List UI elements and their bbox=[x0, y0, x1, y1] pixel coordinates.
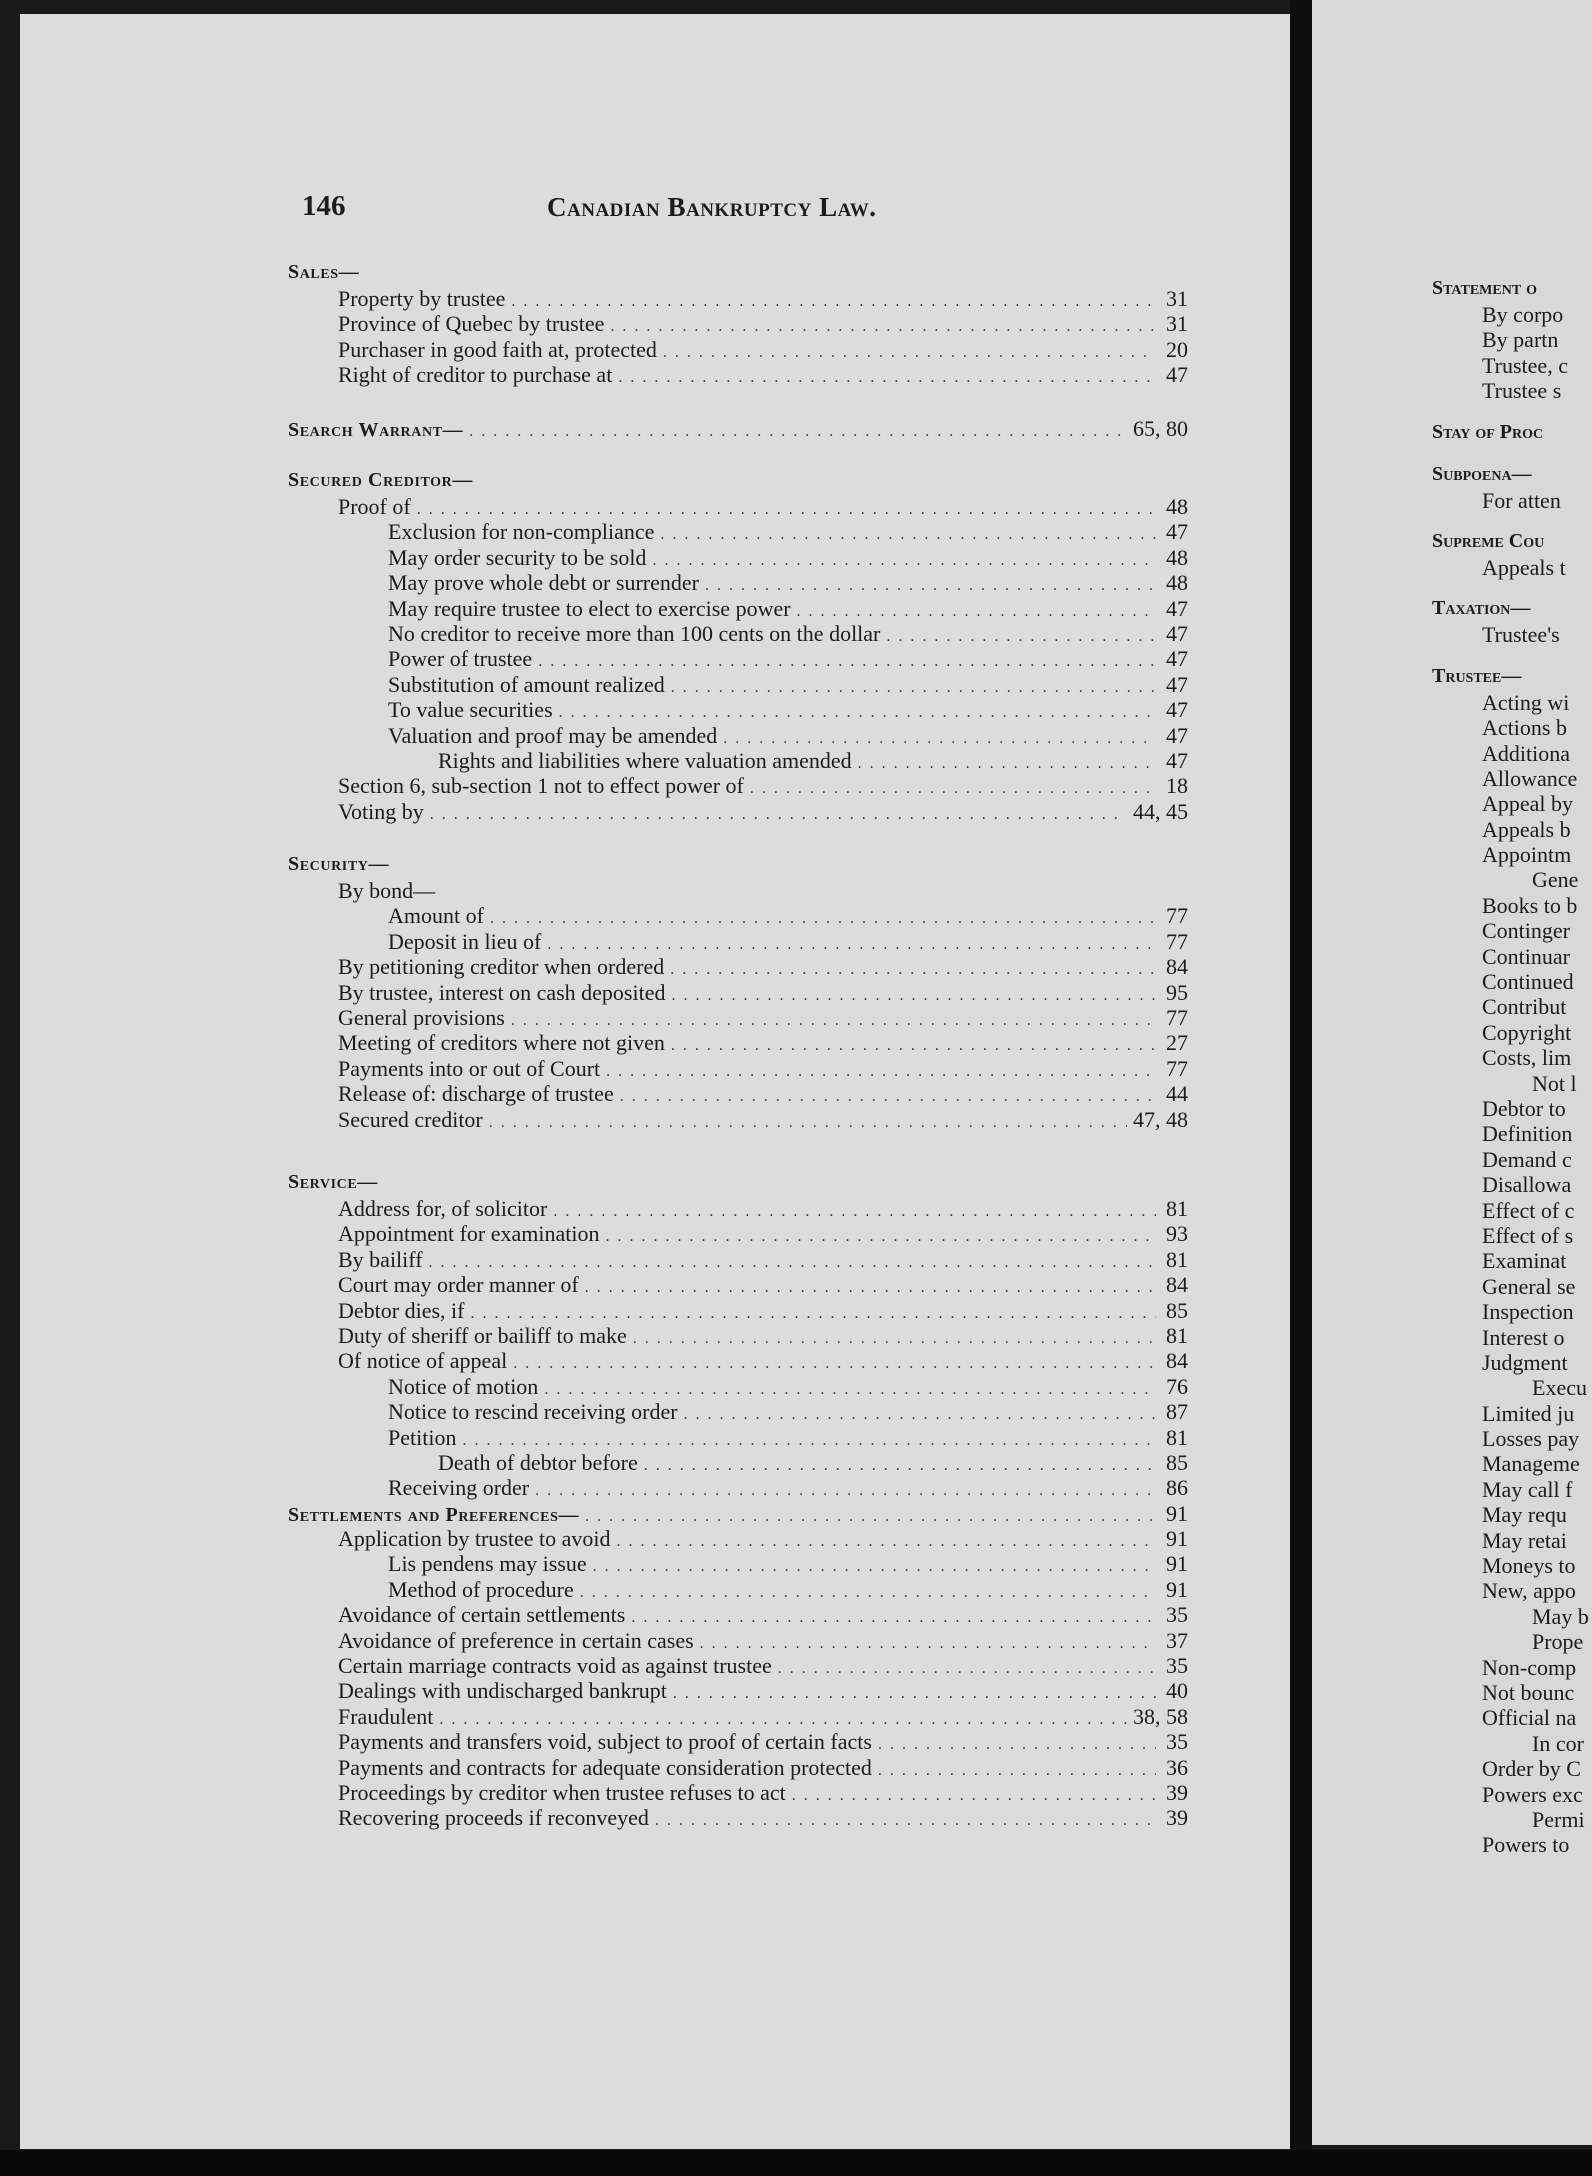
index-entry: May order security to be sold . . . 48 bbox=[288, 545, 1188, 570]
right-index-entry: Continued bbox=[1482, 969, 1574, 995]
index-entry: Substitution of amount realized . . . 47 bbox=[288, 672, 1188, 697]
index-entry: To value securities . . . 47 bbox=[288, 697, 1188, 722]
index-entry: Method of procedure . . . 91 bbox=[288, 1577, 1188, 1602]
right-index-entry: Costs, lim bbox=[1482, 1045, 1572, 1071]
right-index-entry: May b bbox=[1532, 1603, 1589, 1629]
right-index-entry: Examinat bbox=[1482, 1248, 1567, 1274]
index-entry: Debtor dies, if . . . 85 bbox=[288, 1298, 1188, 1323]
index-entry: Section 6, sub-section 1 not to effect power of . . . 18 bbox=[288, 773, 1188, 798]
right-index-entry: Moneys to bbox=[1482, 1553, 1576, 1579]
index-entry: Lis pendens may issue . . . 91 bbox=[288, 1551, 1188, 1576]
right-gap bbox=[1432, 648, 1592, 662]
right-index-entry: Demand c bbox=[1482, 1146, 1572, 1172]
right-index-entry: Not l bbox=[1532, 1070, 1577, 1096]
right-index-entry: Interest o bbox=[1482, 1324, 1565, 1350]
right-index-entry: Execu bbox=[1532, 1375, 1587, 1401]
right-gap bbox=[1432, 446, 1592, 460]
index-section-security bbox=[288, 850, 1188, 1132]
index-entry: No creditor to receive more than 100 cents on the dollar . . . 47 bbox=[288, 621, 1188, 646]
index-entry: Court may order manner of . . . 84 bbox=[288, 1272, 1188, 1297]
index-section-service bbox=[288, 1168, 1188, 1831]
index-entry: Property by trustee . . . 31 bbox=[288, 286, 1188, 311]
index-entry: Appointment for examination . . . 93 bbox=[288, 1221, 1188, 1246]
right-section-heading: Supreme Cou bbox=[1432, 529, 1545, 552]
running-title: Canadian Bankruptcy Law. bbox=[547, 192, 877, 222]
right-gap bbox=[1432, 513, 1592, 527]
section-heading: Service— bbox=[288, 1171, 378, 1193]
right-index-entry: Non-comp bbox=[1482, 1654, 1577, 1680]
index-entry: Recovering proceeds if reconveyed . . . 39 bbox=[288, 1805, 1188, 1830]
section-heading: Settlements and Preferences— bbox=[288, 1503, 580, 1526]
index-entry: Meeting of creditors where not given . . . 27 bbox=[288, 1030, 1188, 1055]
index-section-search-warrant bbox=[288, 416, 1188, 441]
right-index-entry: Allowance bbox=[1482, 765, 1578, 791]
right-index-entry: Additiona bbox=[1482, 740, 1570, 766]
right-index-entry: Judgment bbox=[1482, 1349, 1568, 1375]
index-entry: By petitioning creditor when ordered . . . 84 bbox=[288, 954, 1188, 979]
right-index-entry: Permi bbox=[1532, 1806, 1585, 1832]
index-entry: Purchaser in good faith at, protected . . . 20 bbox=[288, 337, 1188, 362]
right-gap bbox=[1432, 404, 1592, 418]
right-index-entry: Continger bbox=[1482, 918, 1570, 944]
right-index-entry: Inspection bbox=[1482, 1299, 1574, 1325]
right-index-entry: Definition bbox=[1482, 1121, 1573, 1147]
right-section-heading: Taxation— bbox=[1432, 597, 1531, 620]
index-entry: Amount of . . . 77 bbox=[288, 903, 1188, 928]
right-index-entry: Appointm bbox=[1482, 842, 1572, 868]
right-section-heading: Subpoena— bbox=[1432, 462, 1532, 485]
right-index-entry: May call f bbox=[1482, 1476, 1573, 1502]
index-section-secured-creditor bbox=[288, 466, 1188, 824]
right-index-entry: Appeals b bbox=[1482, 816, 1571, 842]
right-index-entry: Limited ju bbox=[1482, 1400, 1575, 1426]
right-index-entry: Prope bbox=[1532, 1629, 1584, 1655]
right-index-entry: Gene bbox=[1532, 867, 1579, 893]
index-entry: By bailiff . . . 81 bbox=[288, 1247, 1188, 1272]
index-entry: General provisions . . . 77 bbox=[288, 1005, 1188, 1030]
index-entry: Avoidance of certain settlements . . . 35 bbox=[288, 1602, 1188, 1627]
index-entry: Application by trustee to avoid . . . 91 bbox=[288, 1526, 1188, 1551]
right-gap bbox=[1432, 580, 1592, 594]
right-index-entry: Copyright bbox=[1482, 1019, 1572, 1045]
right-index-entry: Effect of c bbox=[1482, 1197, 1575, 1223]
index-entry: By trustee, interest on cash deposited . . . 95 bbox=[288, 980, 1188, 1005]
page-header bbox=[302, 190, 1202, 230]
index-entry: Notice of motion . . . 76 bbox=[288, 1374, 1188, 1399]
index-entry: Exclusion for non-compliance . . . 47 bbox=[288, 519, 1188, 544]
index-entry: Payments into or out of Court . . . 77 bbox=[288, 1056, 1188, 1081]
right-index-entry: Actions b bbox=[1482, 715, 1567, 741]
index-entry: Right of creditor to purchase at . . . 47 bbox=[288, 362, 1188, 387]
index-section-sales bbox=[288, 258, 1188, 388]
right-index-entry: Trustee, c bbox=[1482, 352, 1568, 378]
index-entry: May prove whole debt or surrender . . . 48 bbox=[288, 570, 1188, 595]
right-index-entry: Continuar bbox=[1482, 943, 1570, 969]
right-index-entry: May requ bbox=[1482, 1502, 1567, 1528]
index-entry: By bond— bbox=[338, 878, 436, 903]
index-entry: Release of: discharge of trustee . . . 44 bbox=[288, 1081, 1188, 1106]
index-entry: Province of Quebec by trustee . . . 31 bbox=[288, 311, 1188, 336]
scan-border bbox=[0, 2150, 1592, 2176]
index-entry: Proceedings by creditor when trustee refuses to act . . . 39 bbox=[288, 1780, 1188, 1805]
right-index-entry: Books to b bbox=[1482, 892, 1578, 918]
right-index-entry: Effect of s bbox=[1482, 1222, 1574, 1248]
right-index-entry: By corpo bbox=[1482, 302, 1564, 327]
index-entry: May require trustee to elect to exercise power . . . 47 bbox=[288, 596, 1188, 621]
right-index-entry: Contribut bbox=[1482, 994, 1567, 1020]
right-index-entry: Not bounc bbox=[1482, 1679, 1575, 1705]
right-index-entry: For atten bbox=[1482, 487, 1561, 513]
right-index-entry: General se bbox=[1482, 1273, 1576, 1299]
section-heading: Security— bbox=[288, 853, 390, 875]
right-section-heading: Statement o bbox=[1432, 277, 1538, 299]
right-index-entry: Order by C bbox=[1482, 1756, 1581, 1782]
right-index-entry: Disallowa bbox=[1482, 1172, 1572, 1198]
right-index-entry: Acting wi bbox=[1482, 689, 1570, 715]
right-index-entry: May retai bbox=[1482, 1527, 1567, 1553]
right-index-entry: Powers exc bbox=[1482, 1781, 1583, 1807]
index-entry: Payments and transfers void, subject to proof of certain facts . . . 35 bbox=[288, 1729, 1188, 1754]
section-heading: Search Warrant— bbox=[288, 419, 464, 441]
index-entry: Rights and liabilities where valuation amended . . . 47 bbox=[288, 748, 1188, 773]
right-index-entry: Debtor to bbox=[1482, 1095, 1566, 1121]
right-index-entry: In cor bbox=[1532, 1730, 1584, 1756]
book-gutter bbox=[1290, 0, 1312, 2176]
right-index-entry: Official na bbox=[1482, 1705, 1577, 1731]
index-entry: Valuation and proof may be amended . . . 47 bbox=[288, 723, 1188, 748]
index-entry: Duty of sheriff or bailiff to make . . . 81 bbox=[288, 1323, 1188, 1348]
right-section-heading: Stay of Proc bbox=[1432, 420, 1544, 443]
index-entry: Dealings with undischarged bankrupt . . . 40 bbox=[288, 1678, 1188, 1703]
index-entry: Proof of . . . 48 bbox=[288, 494, 1188, 519]
index-entry: Receiving order . . . 86 bbox=[288, 1475, 1188, 1500]
right-index-entry: By partn bbox=[1482, 327, 1559, 353]
right-index-entry: Trustee s bbox=[1482, 378, 1562, 404]
index-entry: Certain marriage contracts void as against trustee . . . 35 bbox=[288, 1653, 1188, 1678]
index-entry: Payments and contracts for adequate consideration protected . . . 36 bbox=[288, 1755, 1188, 1780]
right-index-entry: Appeal by bbox=[1482, 791, 1574, 817]
index-entry: Secured creditor . . . 47, 48 bbox=[288, 1107, 1188, 1132]
index-entry: Search Warrant— . . . 65, 80 bbox=[288, 416, 1188, 441]
right-index-entry: Manageme bbox=[1482, 1451, 1580, 1477]
right-index-entry: Trustee's bbox=[1482, 622, 1560, 648]
index-entry: Address for, of solicitor . . . 81 bbox=[288, 1196, 1188, 1221]
index-entry: Of notice of appeal . . . 84 bbox=[288, 1348, 1188, 1373]
section-heading: Sales— bbox=[288, 261, 360, 283]
right-index-entry: Appeals t bbox=[1482, 554, 1566, 580]
index-entry: Deposit in lieu of . . . 77 bbox=[288, 929, 1188, 954]
right-index-entry: New, appo bbox=[1482, 1578, 1576, 1604]
index-entry: Fraudulent . . . 38, 58 bbox=[288, 1704, 1188, 1729]
index-entry: Voting by . . . 44, 45 bbox=[288, 799, 1188, 824]
index-section-settlements: Settlements and Preferences— . . . 91 bbox=[288, 1501, 1188, 1526]
index-entry: Death of debtor before . . . 85 bbox=[288, 1450, 1188, 1475]
right-index-entry: Losses pay bbox=[1482, 1426, 1580, 1452]
index-entry: Notice to rescind receiving order . . . 87 bbox=[288, 1399, 1188, 1424]
section-heading: Secured Creditor— bbox=[288, 469, 473, 491]
index-entry: Avoidance of preference in certain cases . . . 37 bbox=[288, 1628, 1188, 1653]
index-entry: Power of trustee . . . 47 bbox=[288, 646, 1188, 671]
right-section-heading: Trustee— bbox=[1432, 664, 1522, 687]
page-number: 146 bbox=[302, 190, 346, 222]
index-entry: Petition . . . 81 bbox=[288, 1425, 1188, 1450]
right-index-entry: Powers to bbox=[1482, 1832, 1570, 1858]
right-page-index bbox=[1432, 274, 1592, 1858]
